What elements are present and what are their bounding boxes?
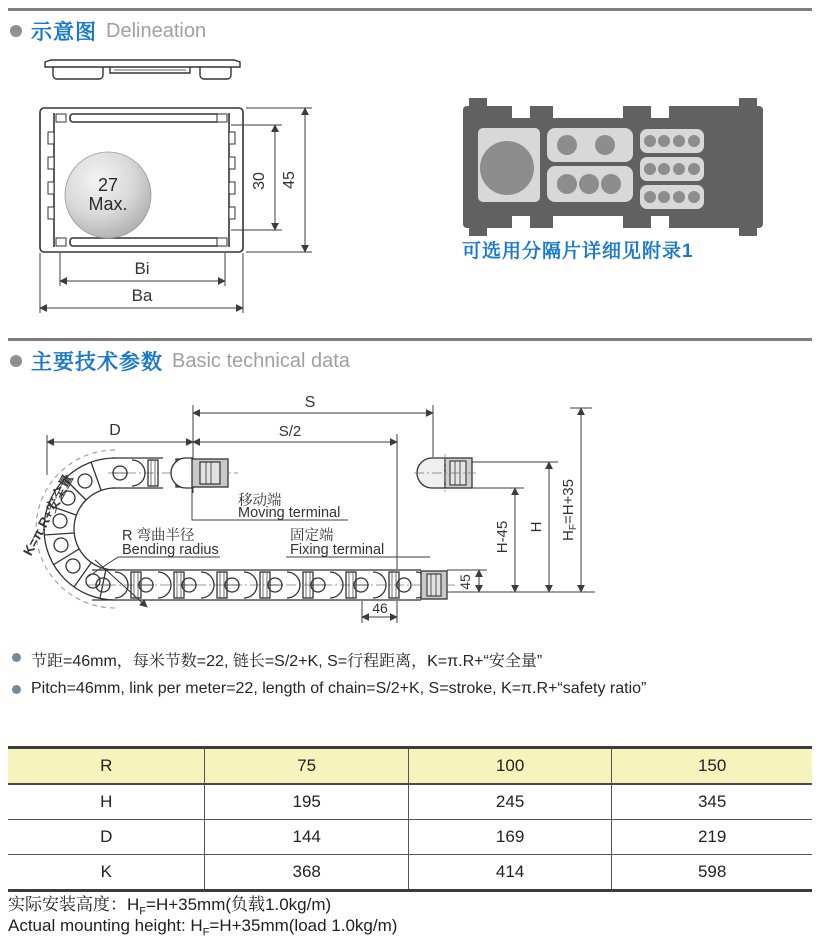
section-bullet-icon bbox=[10, 25, 22, 37]
section-title-en: Basic technical data bbox=[172, 349, 350, 372]
dim-inner-height-label: 30 bbox=[251, 172, 268, 190]
dim-h-label: H bbox=[528, 521, 545, 533]
fixing-terminal-zh: 固定端 bbox=[290, 528, 334, 544]
footer-en-prefix: Actual mounting height: H bbox=[8, 916, 203, 935]
chain-bottom-run bbox=[88, 570, 455, 600]
table-cell: 150 bbox=[612, 748, 812, 785]
cross-section-drawing bbox=[15, 50, 345, 320]
note-en bbox=[12, 680, 802, 698]
table-cell: 195 bbox=[205, 784, 408, 820]
table-cell: H bbox=[8, 784, 205, 820]
section-rule-top bbox=[8, 8, 812, 11]
dim-end-height-label: 45 bbox=[457, 574, 473, 590]
dim-hf-label: $H_F=H+35$ bbox=[560, 479, 579, 541]
chain-top-run bbox=[108, 458, 238, 488]
ball-label-value: 27 bbox=[97, 175, 119, 195]
dim-inner-width-label: Bi bbox=[134, 259, 150, 278]
table-cell: 75 bbox=[205, 748, 408, 785]
footer-note-en bbox=[8, 916, 397, 938]
table-cell: R bbox=[8, 748, 205, 785]
bullet-icon bbox=[12, 685, 21, 694]
dim-d-label: D bbox=[109, 422, 121, 439]
separator-caption: 可选用分隔片详细见附录1 bbox=[462, 241, 694, 262]
table-cell: 368 bbox=[205, 855, 408, 891]
section-header-technical bbox=[10, 346, 350, 376]
bending-radius-zh: R 弯曲半径 bbox=[122, 528, 195, 544]
section-title-zh: 示意图 bbox=[31, 21, 97, 44]
section-header-delineation bbox=[10, 16, 206, 46]
table-cell: K bbox=[100, 862, 112, 881]
table-cell: 245 bbox=[408, 784, 611, 820]
dim-h-minus-45-label: H-45 bbox=[494, 520, 511, 554]
table-row bbox=[8, 855, 812, 891]
dim-pitch-label: 46 bbox=[372, 600, 388, 616]
table-header-row bbox=[8, 748, 812, 785]
lid-drawing bbox=[45, 60, 240, 79]
table-cell: 219 bbox=[612, 820, 812, 855]
table-cell: 414 bbox=[408, 855, 611, 891]
moving-terminal-en: Moving terminal bbox=[238, 505, 341, 521]
table-cell: 169 bbox=[408, 820, 611, 855]
separator-compartments bbox=[478, 128, 704, 209]
section-title-zh: 主要技术参数 bbox=[31, 351, 163, 374]
section-title-en: Delineation bbox=[106, 19, 207, 42]
cable-ball bbox=[65, 152, 151, 238]
note-en-text: Pitch=46mm, link per meter=22, length of chain=S/2+K, S=stroke, K=π.R+“safety ratio” bbox=[31, 680, 647, 697]
ball-label-max: Max. bbox=[88, 194, 128, 214]
chain-diagram bbox=[0, 385, 820, 643]
table-row bbox=[8, 820, 812, 855]
footer-zh-prefix: 实际安装高度：H bbox=[8, 895, 140, 914]
table-cell: 100 bbox=[408, 748, 611, 785]
footer-zh-rest: =H+35mm(负载1.0kg/m) bbox=[146, 895, 332, 914]
footer-note-zh bbox=[8, 890, 331, 917]
terminal-piece-right bbox=[414, 454, 476, 492]
bending-radius-en: Bending radius bbox=[122, 542, 219, 558]
note-zh-text: 节距=46mm，每米节数=22, 链长=S/2+K, S=行程距离，K=π.R+“安全量” bbox=[31, 653, 543, 670]
dim-s-half-label: S/2 bbox=[278, 423, 302, 440]
separator-illustration bbox=[455, 98, 775, 236]
table-cell: 144 bbox=[205, 820, 408, 855]
table-cell: 598 bbox=[612, 855, 812, 891]
dim-outer-width-label: Ba bbox=[131, 286, 153, 305]
footer-en-subscript: F bbox=[202, 926, 210, 939]
dim-outer-height-label: 45 bbox=[281, 171, 298, 189]
section-rule-middle bbox=[8, 338, 812, 341]
bullet-icon bbox=[12, 653, 21, 662]
table-cell: D bbox=[8, 820, 205, 855]
footer-en-rest: =H+35mm(load 1.0kg/m) bbox=[209, 916, 398, 935]
k-formula-label: K=π.R+安全量 bbox=[20, 471, 76, 559]
table-row bbox=[8, 784, 812, 820]
dim-s-label: S bbox=[304, 394, 316, 411]
fixing-terminal-en: Fixing terminal bbox=[290, 542, 385, 558]
table-cell: 345 bbox=[612, 784, 812, 820]
moving-terminal-zh: 移动端 bbox=[238, 493, 282, 509]
footer-zh-subscript: F bbox=[139, 905, 147, 918]
technical-data-table bbox=[8, 746, 812, 892]
section-bullet-icon bbox=[10, 355, 22, 367]
note-zh bbox=[12, 648, 802, 671]
